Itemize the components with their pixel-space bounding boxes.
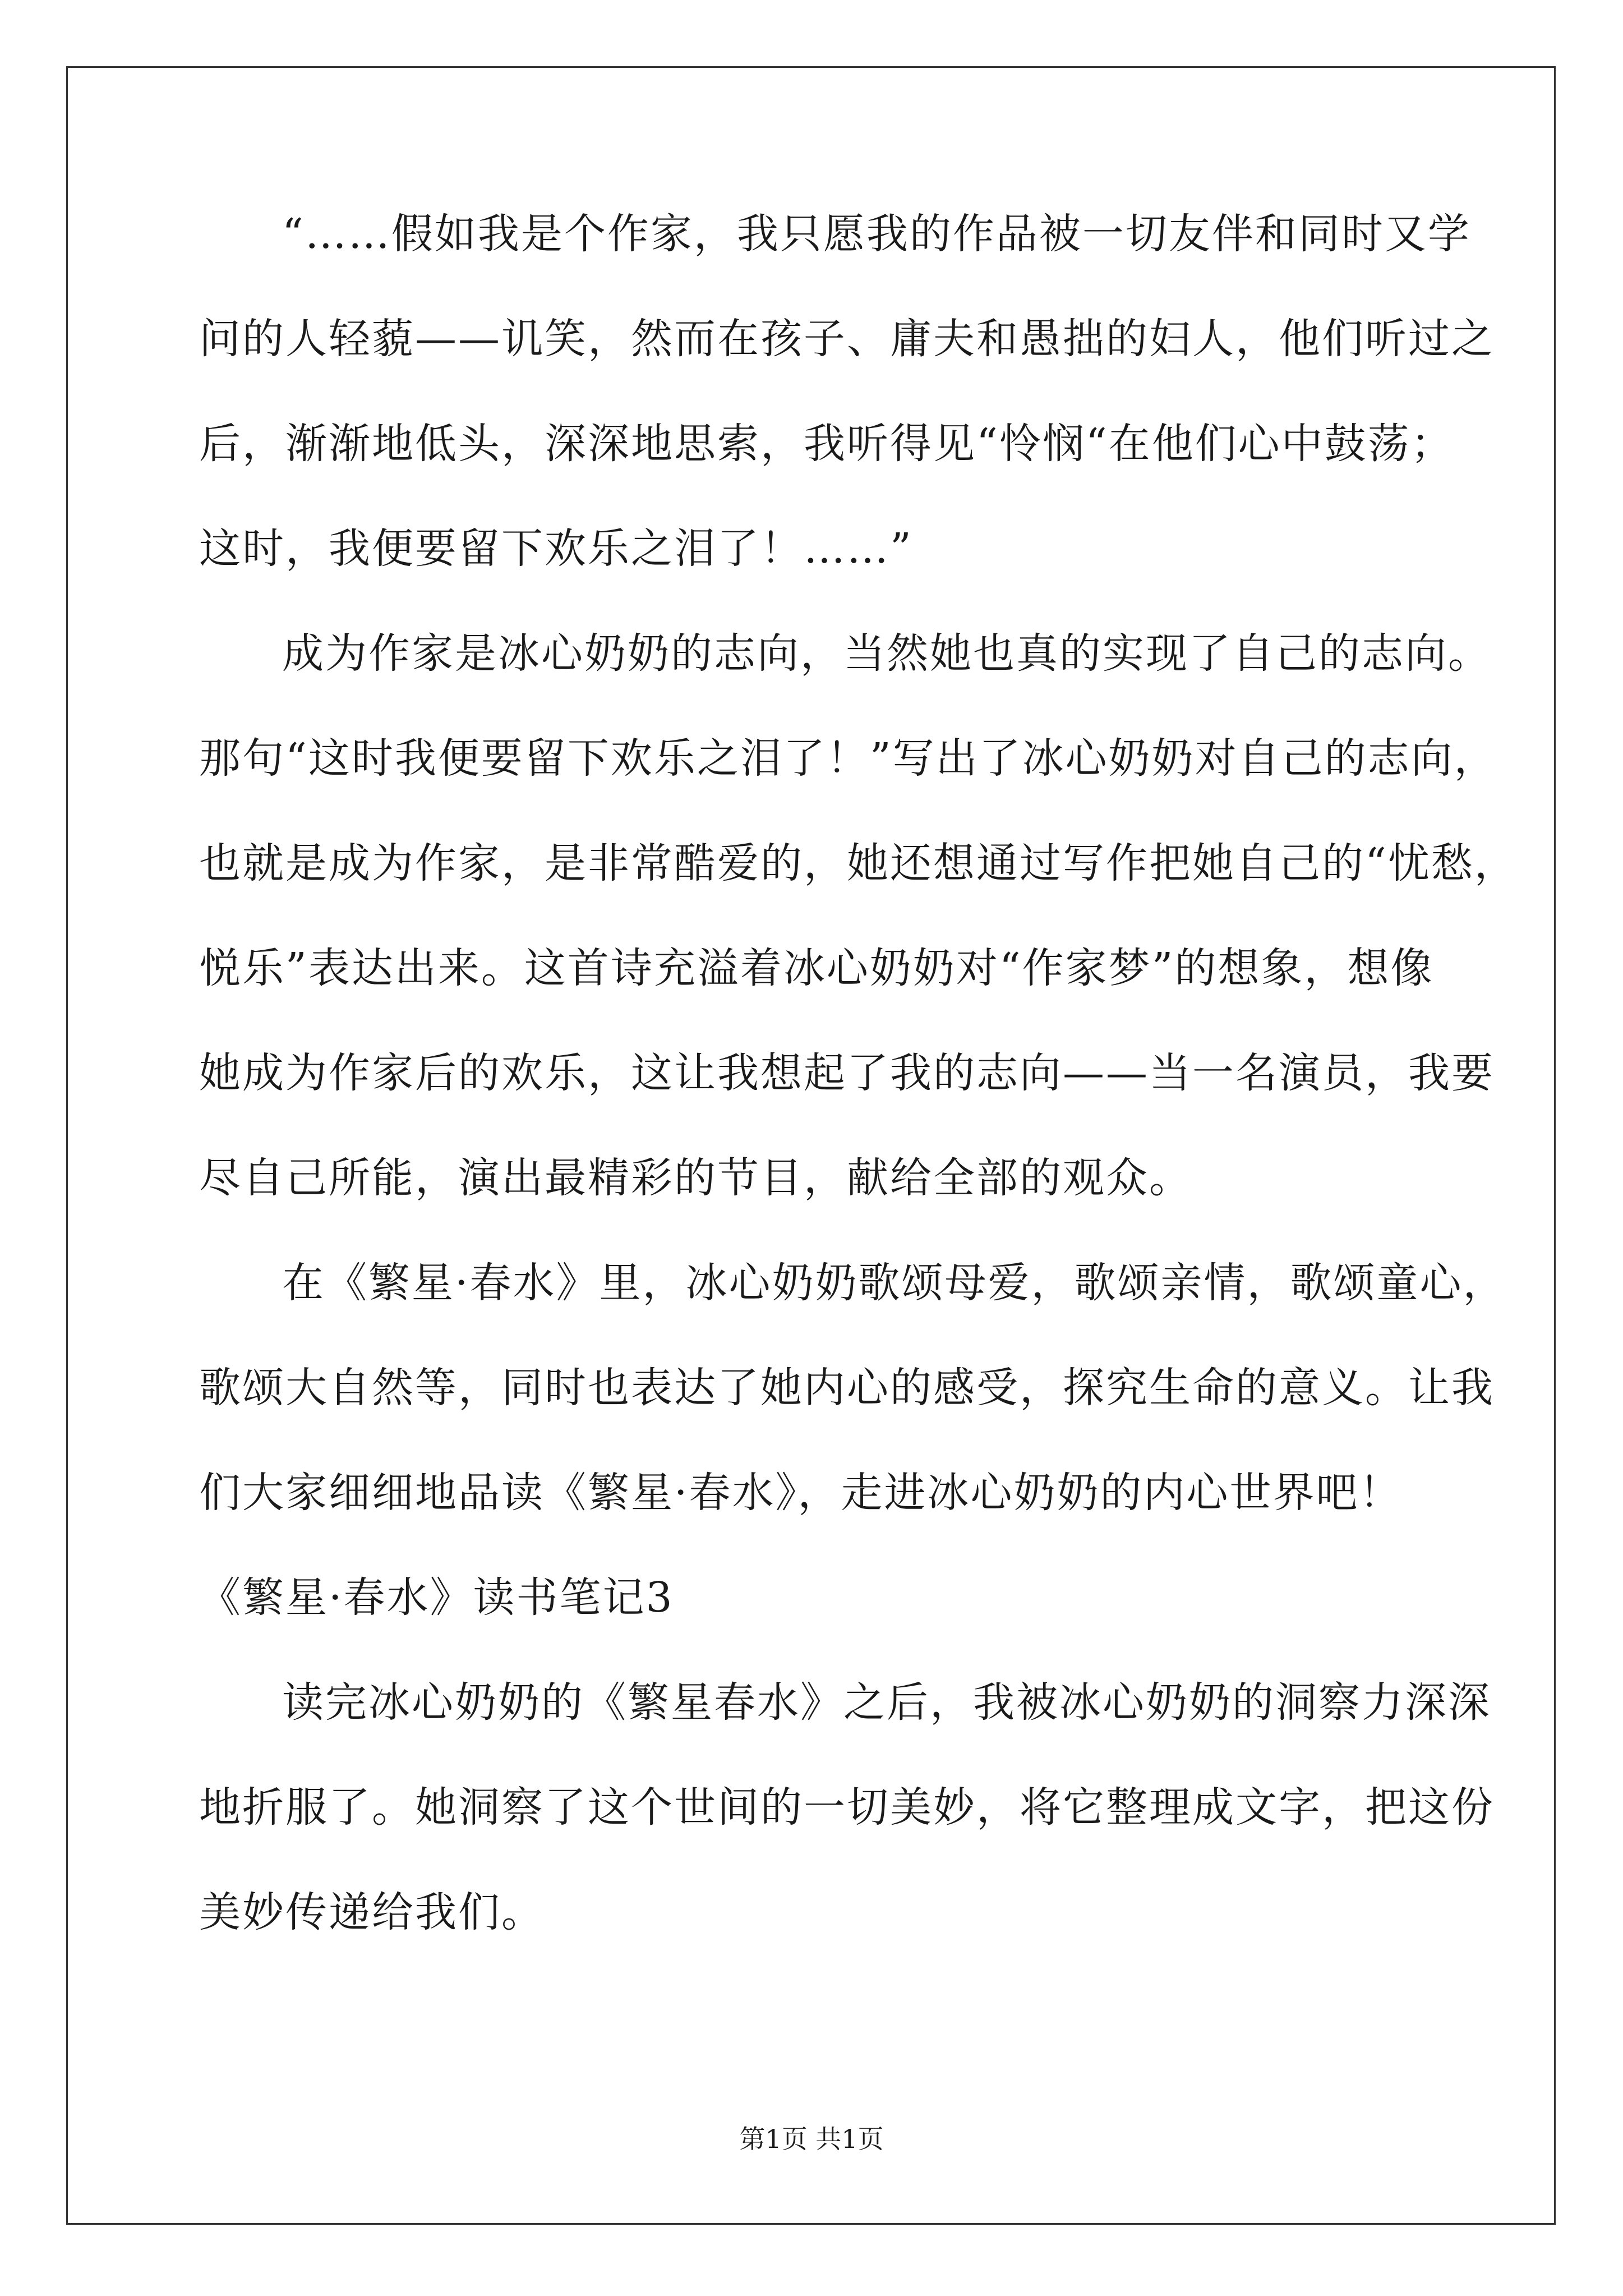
- paragraph-line: 读完冰心奶奶的《繁星春水》之后，我被冰心奶奶的洞察力深深: [282, 1678, 1491, 1727]
- paragraph-line: 在《繁星·春水》里，冰心奶奶歌颂母爱，歌颂亲情，歌颂童心，: [282, 1259, 1506, 1307]
- paragraph-line: 这时，我便要留下欢乐之泪了！……”: [199, 524, 913, 573]
- paragraph-line: 尽自己所能，演出最精彩的节目，献给全部的观众。: [199, 1154, 1192, 1202]
- paragraph-line: 也就是成为作家，是非常酷爱的，她还想通过写作把她自己的“忧愁，: [199, 839, 1518, 887]
- paragraph-line: 们大家细细地品读《繁星·春水》，走进冰心奶奶的内心世界吧！: [199, 1469, 1403, 1517]
- paragraph-line: 后，渐渐地低头，深深地思索，我听得见“怜悯“在他们心中鼓荡；: [199, 420, 1454, 468]
- paragraph-line: 悦乐”表达出来。这首诗充溢着冰心奶奶对“作家梦”的想象，想像: [199, 944, 1434, 992]
- document-body: [199, 210, 1518, 1996]
- paragraph-line: 地折服了。她洞察了这个世间的一切美妙，将它整理成文字，把这份: [199, 1783, 1495, 1832]
- paragraph-line: 成为作家是冰心奶奶的志向，当然她也真的实现了自己的志向。: [282, 629, 1491, 678]
- paragraph-line: “……假如我是个作家，我只愿我的作品被一切友伴和同时又学: [282, 210, 1471, 258]
- paragraph-line: 问的人轻藐——讥笑，然而在孩子、庸夫和愚拙的妇人，他们听过之: [199, 315, 1495, 363]
- paragraph-line: 那句“这时我便要留下欢乐之泪了！”写出了冰心奶奶对自己的志向，: [199, 734, 1497, 783]
- paragraph-line: 她成为作家后的欢乐，这让我想起了我的志向——当一名演员，我要: [199, 1049, 1495, 1097]
- paragraph-line: 美妙传递给我们。: [199, 1888, 545, 1936]
- section-heading: 《繁星·春水》读书笔记3: [199, 1573, 674, 1622]
- page-number-footer: 第1页 共1页: [739, 2124, 884, 2154]
- paragraph-line: 歌颂大自然等，同时也表达了她内心的感受，探究生命的意义。让我: [199, 1364, 1495, 1412]
